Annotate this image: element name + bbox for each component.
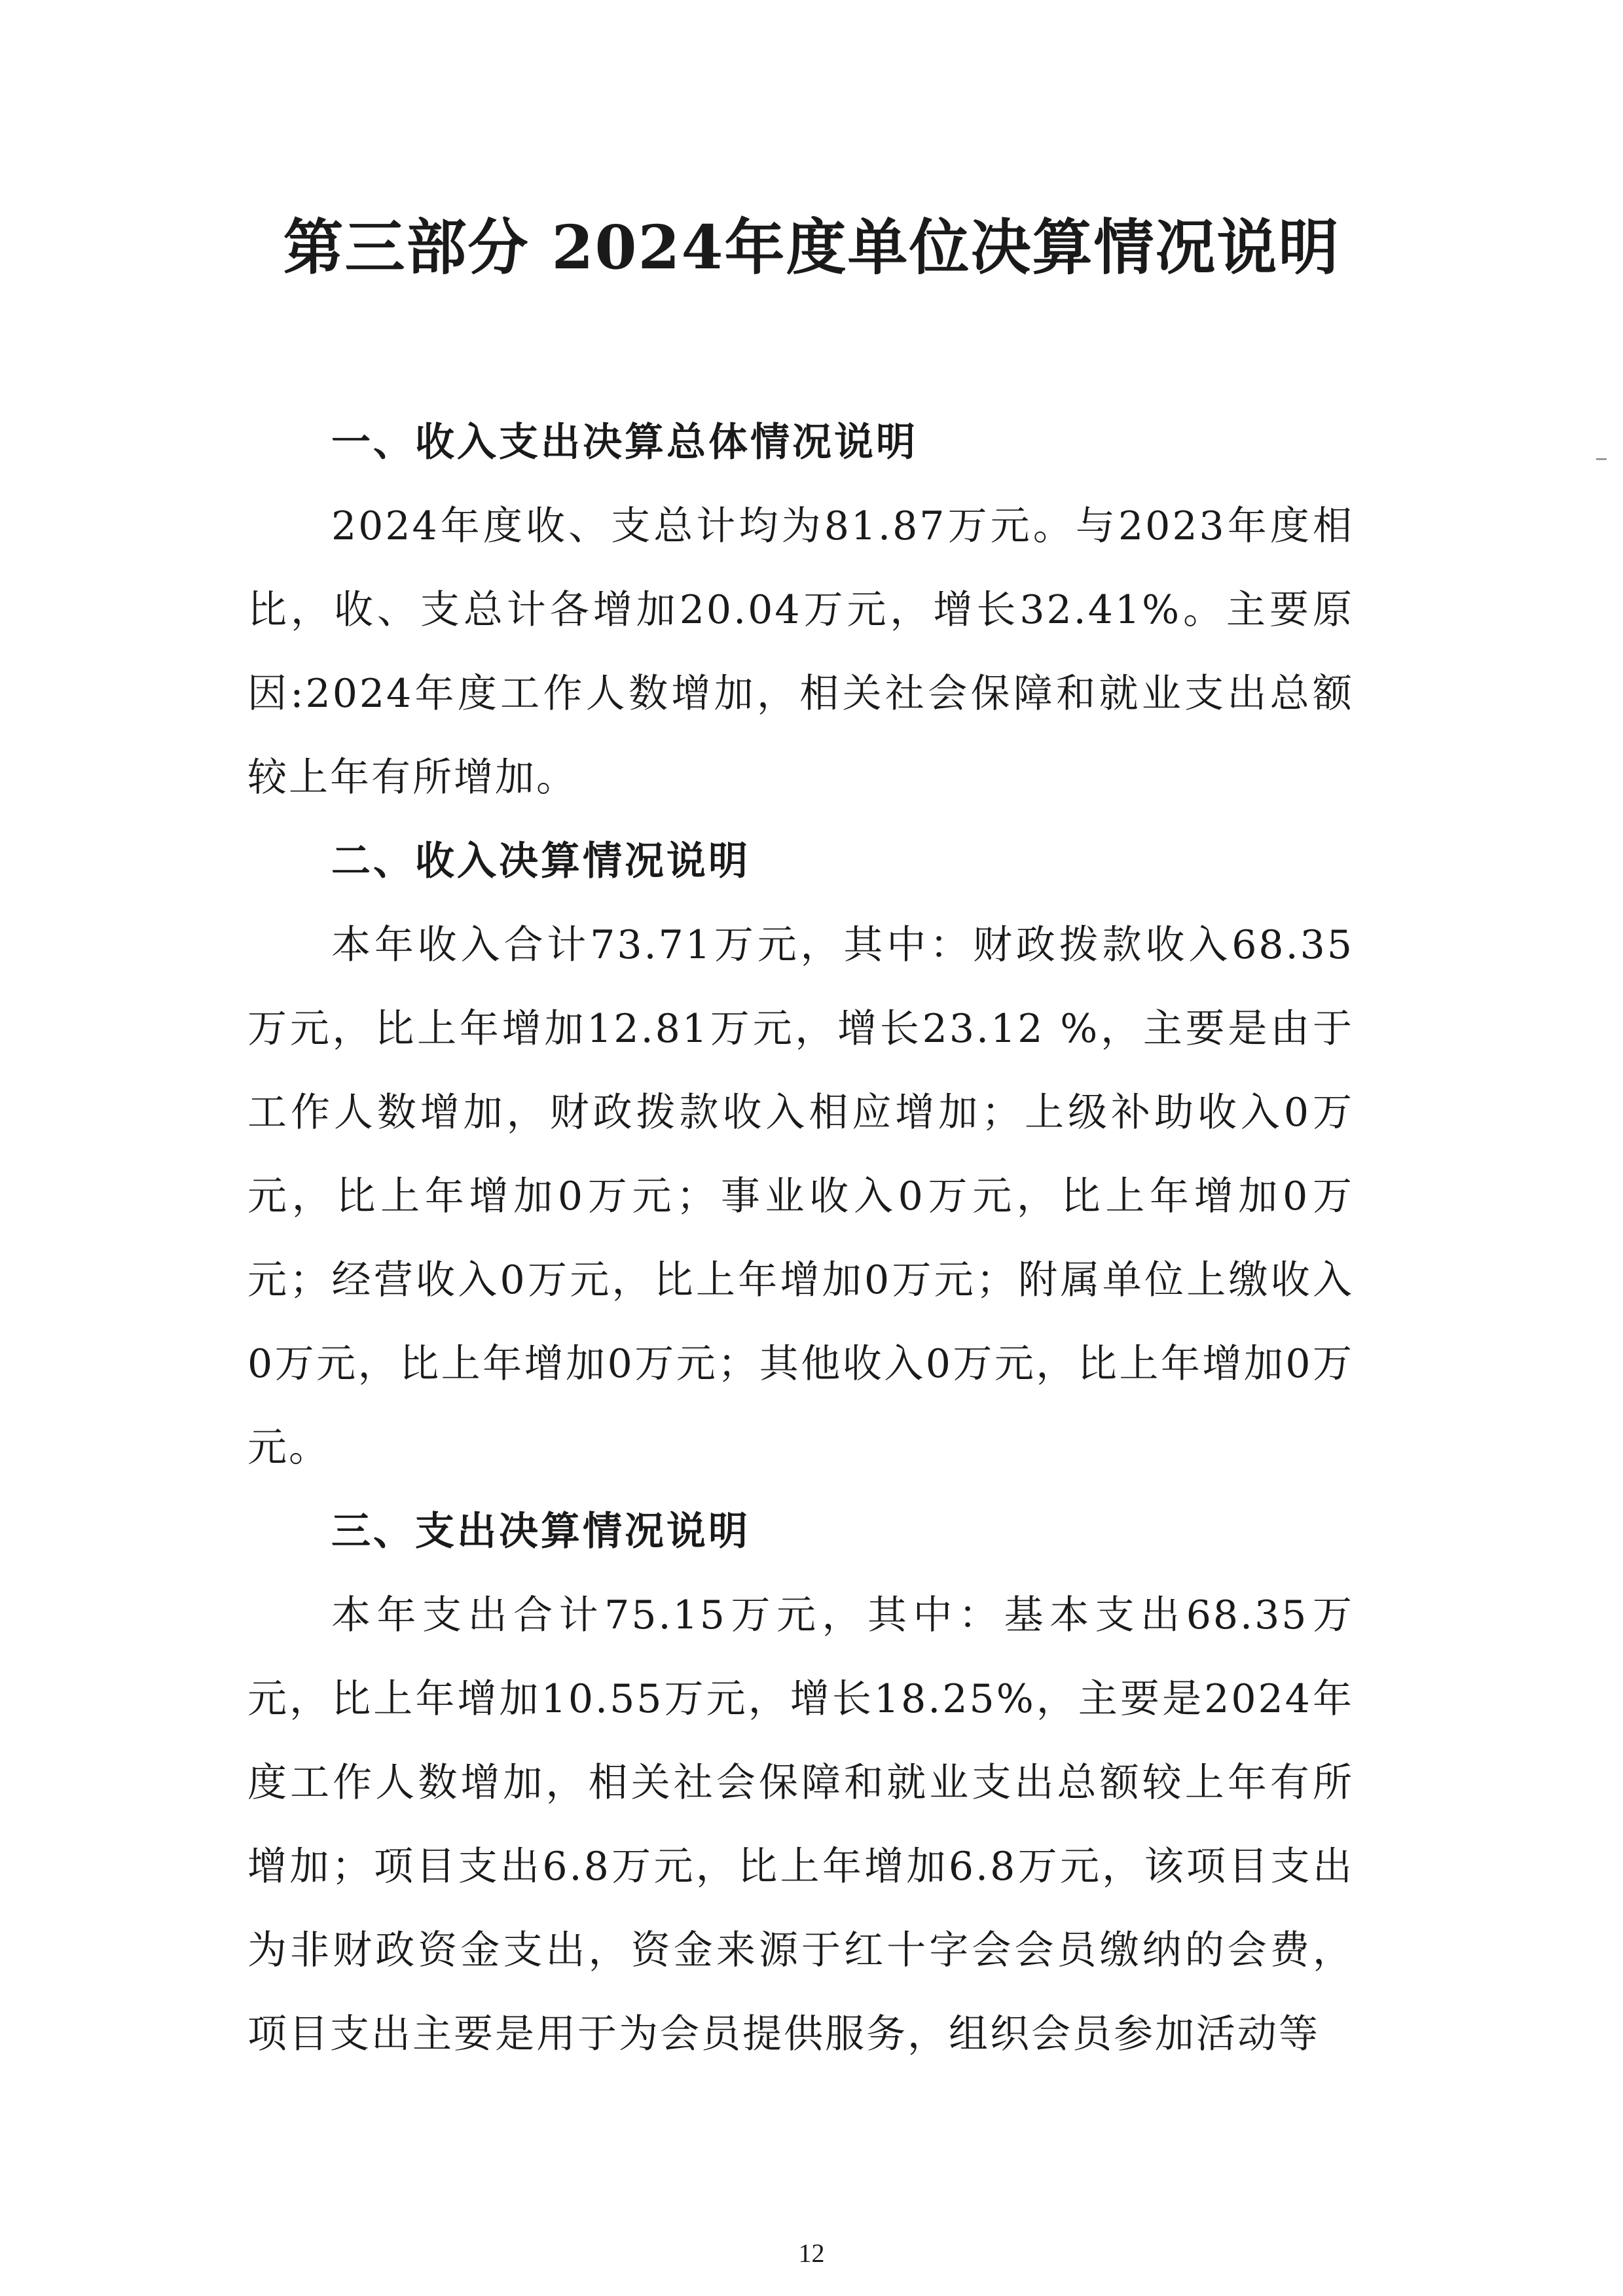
page-title: 第三部分 2024年度单位决算情况说明	[283, 212, 1340, 283]
page-number: 12	[798, 2238, 825, 2268]
paragraph-expenditure: 本年支出合计75.15万元，其中：基本支出68.35万元，比上年增加10.55万元，增长18.25%，主要是2024年度工作人数增加，相关社会保障和就业支出总额较上年有所增加；项目支出6.8万元，比上年增加6.8万元，该项目支出为非财政资金支出，资金来源于红十字会会员缴纳的会费，项目支出主要是用于为会员提供服务，组织会员参加活动等	[247, 1592, 1354, 2057]
section-heading-expenditure: 三、支出决算情况说明	[331, 1509, 750, 1554]
section-heading-overview: 一、收入支出决算总体情况说明	[331, 420, 918, 465]
margin-mark	[1596, 458, 1607, 460]
paragraph-income: 本年收入合计73.71万元，其中：财政拨款收入68.35万元，比上年增加12.81万元，增长23.12 %，主要是由于工作人数增加，财政拨款收入相应增加；上级补助收入0万元，比上年增加0万元；事业收入0万元，比上年增加0万元；经营收入0万元，比上年增加0万元；附属单位上缴收入0万元，比上年增加0万元；其他收入0万元，比上年增加0万元。	[247, 922, 1354, 1471]
section-heading-income: 二、收入决算情况说明	[331, 838, 750, 884]
document-body	[247, 401, 1354, 2076]
paragraph-overview: 2024年度收、支总计均为81.87万元。与2023年度相比，收、支总计各增加20.04万元，增长32.41%。主要原因:2024年度工作人数增加，相关社会保障和就业支出总额较上年有所增加。	[247, 503, 1354, 800]
